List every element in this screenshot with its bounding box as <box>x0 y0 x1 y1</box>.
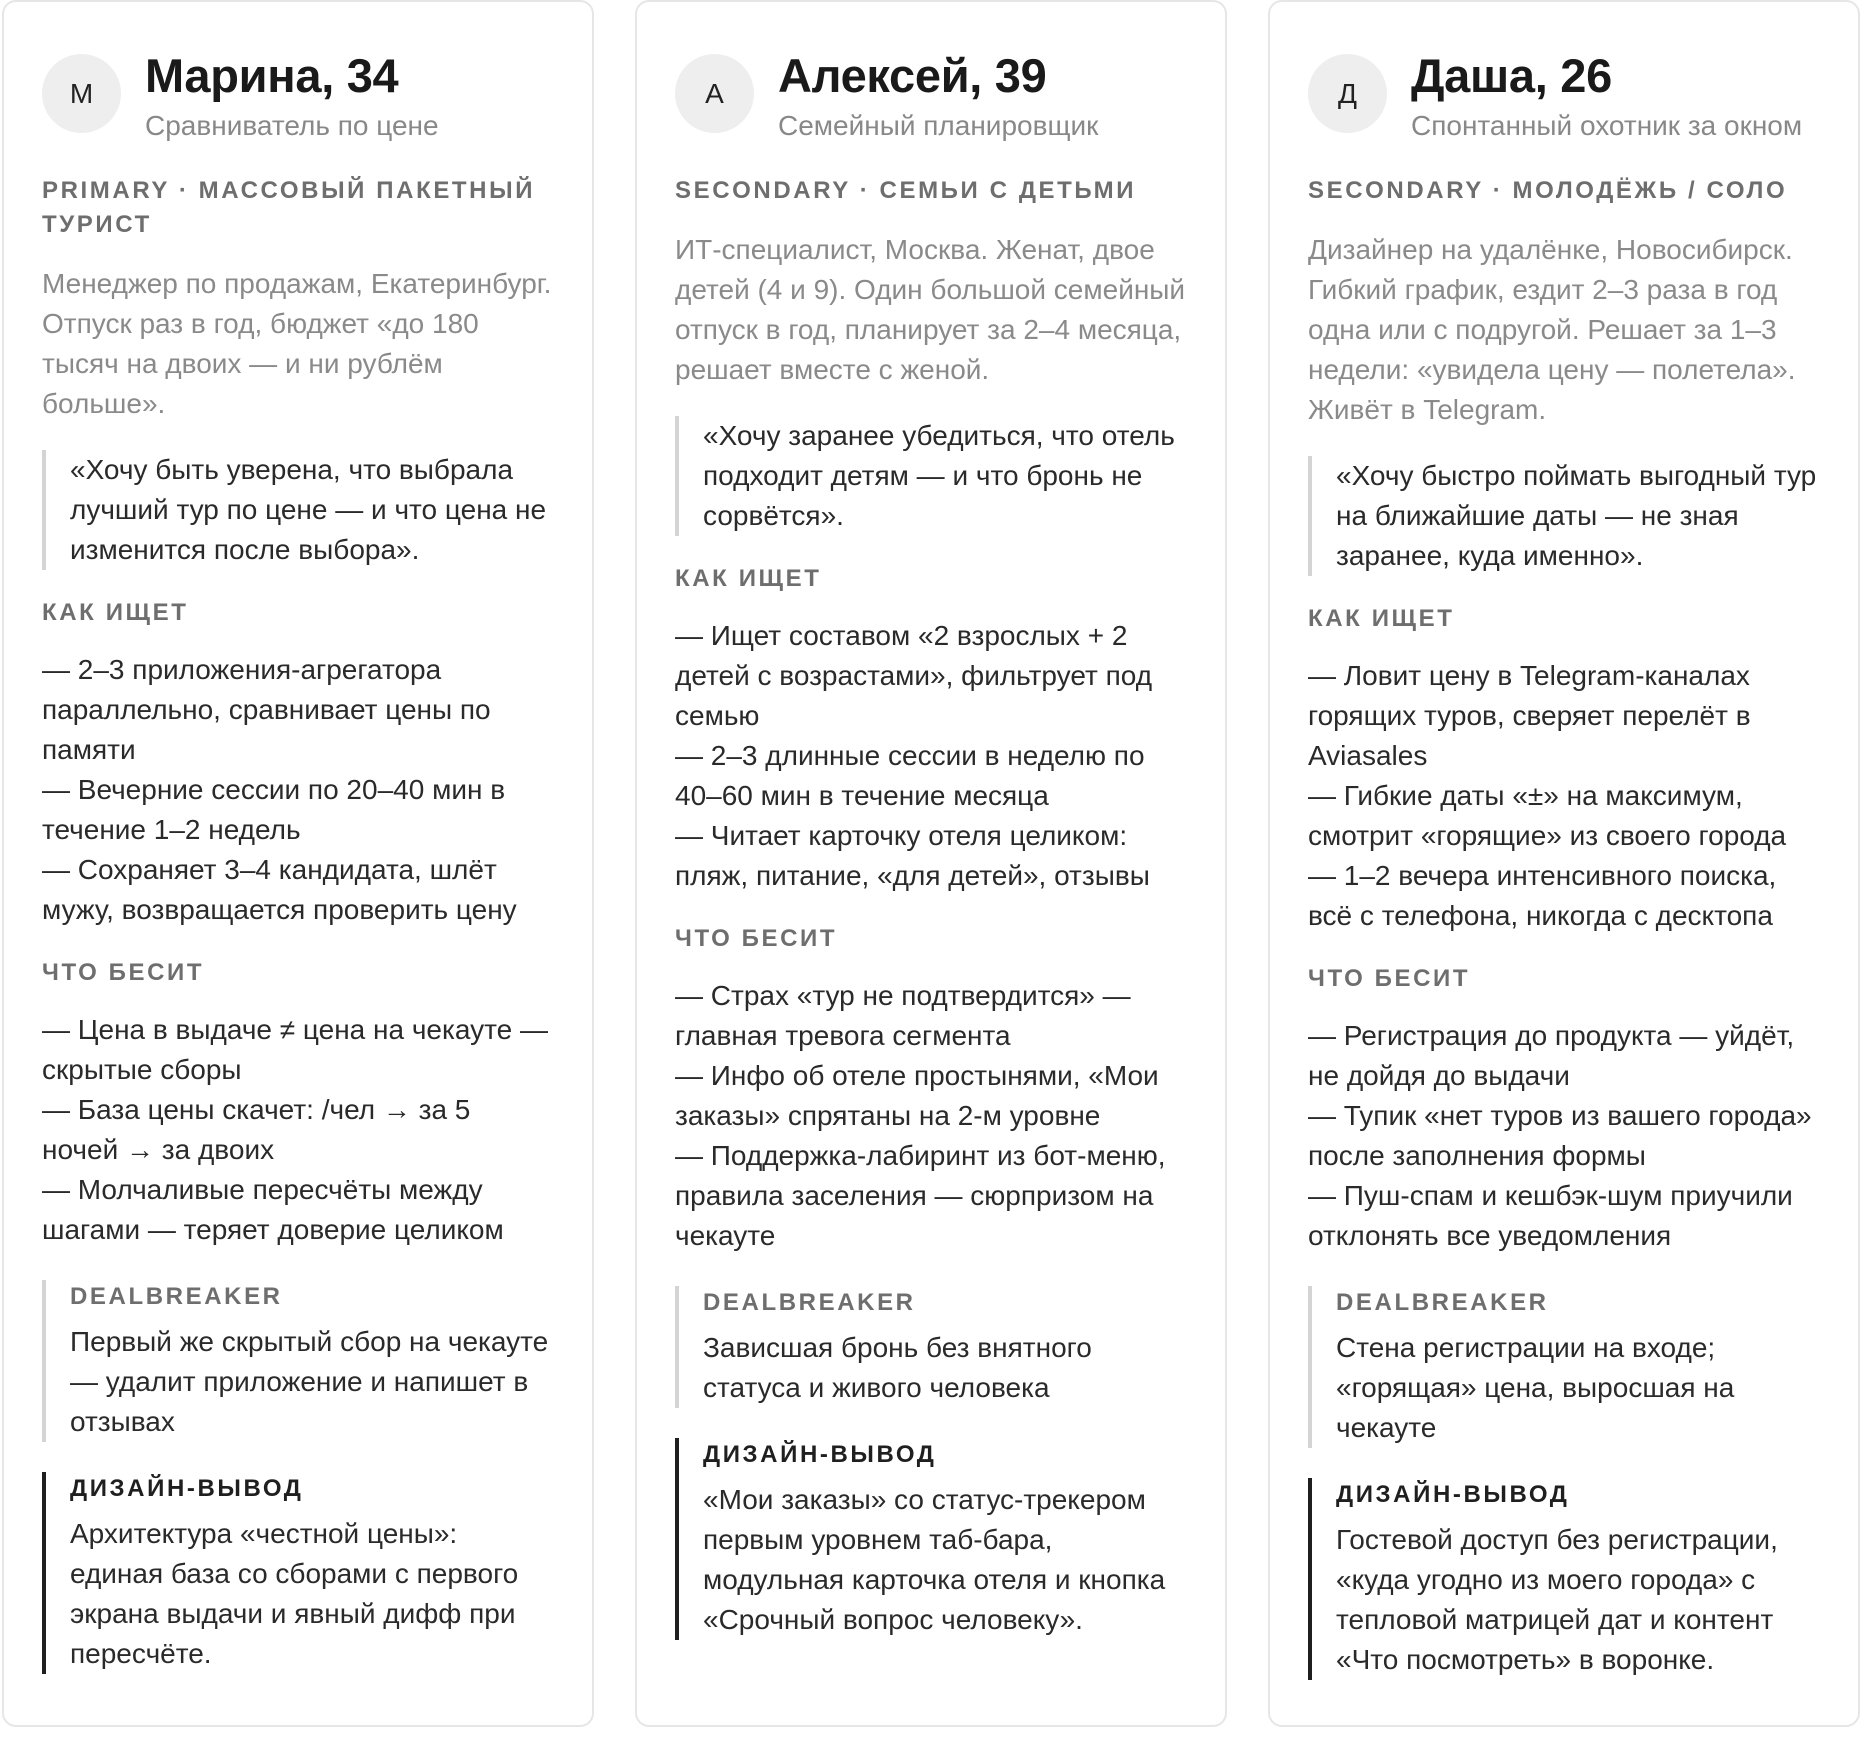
dealbreaker-text: Первый же скрытый сбор на чекауте — удалит приложение и напишет в отзывах <box>70 1326 549 1437</box>
how-list <box>1308 656 1820 936</box>
persona-segment: SECONDARY · МОЛОДЁЖЬ / СОЛО <box>1308 177 1788 204</box>
dealbreaker-box <box>675 1286 1187 1408</box>
persona-bio: Дизайнер на удалёнке, Новосибирск. Гибкий график, ездит 2–3 раза в год одна или с подругой. Решает за 1–3 недели: «увидела цену — полетела». Живёт в Telegram. <box>1308 234 1796 425</box>
persona-header <box>42 48 554 144</box>
design-label: ДИЗАЙН-ВЫВОД <box>70 1475 304 1502</box>
dealbreaker-text: Зависшая бронь без внятного статуса и живого человека <box>703 1332 1092 1403</box>
persona-card-aleksey <box>635 0 1227 1727</box>
persona-subtitle: Семейный планировщик <box>778 110 1099 141</box>
design-conclusion-box <box>675 1438 1187 1640</box>
list-item: — 2–3 длинные сессии в неделю по 40–60 мин в течение месяца <box>675 740 1145 811</box>
dealbreaker-label: DEALBREAKER <box>70 1283 283 1310</box>
how-label: КАК ИЩЕТ <box>42 599 189 626</box>
design-conclusion-box <box>42 1472 554 1674</box>
design-label: ДИЗАЙН-ВЫВОД <box>703 1441 937 1468</box>
persona-card-marina <box>2 0 594 1727</box>
persona-name: Марина, 34 <box>145 49 399 102</box>
pain-label: ЧТО БЕСИТ <box>42 959 205 986</box>
persona-quote: «Хочу быть уверена, что выбрала лучший тур по цене — и что цена не изменится после выбора». <box>42 450 554 570</box>
how-label: КАК ИЩЕТ <box>675 565 822 592</box>
design-text: Архитектура «честной цены»: единая база со сборами с первого экрана выдачи и явный дифф при пересчёте. <box>70 1518 519 1669</box>
persona-bio: ИТ-специалист, Москва. Женат, двое детей (4 и 9). Один большой семейный отпуск в год, планирует за 2–4 месяца, решает вместе с женой. <box>675 234 1186 385</box>
persona-name: Алексей, 39 <box>778 49 1047 102</box>
how-list <box>675 616 1187 896</box>
persona-header-text <box>1411 48 1802 144</box>
dealbreaker-box <box>42 1280 554 1442</box>
list-item: — Инфо об отеле простынями, «Мои заказы» спрятаны на 2-м уровне <box>675 1060 1159 1131</box>
dealbreaker-text: Стена регистрации на входе; «горящая» цена, выросшая на чекауте <box>1336 1332 1735 1443</box>
list-item: — Страх «тур не подтвердится» — главная тревога сегмента <box>675 980 1131 1051</box>
persona-subtitle: Сравниватель по цене <box>145 110 439 141</box>
avatar: Д <box>1308 54 1387 133</box>
list-item: — 2–3 приложения-агрегатора параллельно, сравнивает цены по памяти <box>42 654 491 765</box>
list-item: — Пуш-спам и кешбэк-шум приучили отклонять все уведомления <box>1308 1180 1793 1251</box>
list-item: — Поддержка-лабиринт из бот-меню, правила заселения — сюрпризом на чекауте <box>675 1140 1166 1251</box>
persona-name: Даша, 26 <box>1411 49 1612 102</box>
persona-header-text <box>778 48 1098 144</box>
persona-quote: «Хочу заранее убедиться, что отель подходит детям — и что бронь не сорвётся». <box>675 416 1187 536</box>
how-list <box>42 650 554 930</box>
persona-header-text <box>145 48 439 144</box>
list-item: — Тупик «нет туров из вашего города» после заполнения формы <box>1308 1100 1812 1171</box>
list-item: — Молчаливые пересчёты между шагами — теряет доверие целиком <box>42 1174 504 1245</box>
persona-card-dasha <box>1268 0 1860 1727</box>
pain-label: ЧТО БЕСИТ <box>1308 965 1471 992</box>
persona-segment: PRIMARY · МАССОВЫЙ ПАКЕТНЫЙ ТУРИСТ <box>42 177 536 238</box>
pain-label: ЧТО БЕСИТ <box>675 925 838 952</box>
persona-subtitle: Спонтанный охотник за окном <box>1411 110 1803 141</box>
persona-header <box>675 48 1187 144</box>
avatar: А <box>675 54 754 133</box>
persona-quote: «Хочу быстро поймать выгодный тур на ближайшие даты — не зная заранее, куда именно». <box>1308 456 1820 576</box>
avatar: М <box>42 54 121 133</box>
list-item: — Регистрация до продукта — уйдёт, не дойдя до выдачи <box>1308 1020 1795 1091</box>
persona-segment: SECONDARY · СЕМЬИ С ДЕТЬМИ <box>675 177 1137 204</box>
list-item: — Ловит цену в Telegram-каналах горящих туров, сверяет перелёт в Aviasales <box>1308 660 1751 771</box>
list-item: — Ищет составом «2 взрослых + 2 детей с возрастами», фильтрует под семью <box>675 620 1153 731</box>
dealbreaker-label: DEALBREAKER <box>1336 1289 1549 1316</box>
design-label: ДИЗАЙН-ВЫВОД <box>1336 1481 1570 1508</box>
dealbreaker-label: DEALBREAKER <box>703 1289 916 1316</box>
list-item: — Вечерние сессии по 20–40 мин в течение 1–2 недель <box>42 774 506 845</box>
dealbreaker-box <box>1308 1286 1820 1448</box>
list-item: — Сохраняет 3–4 кандидата, шлёт мужу, возвращается проверить цену <box>42 854 517 925</box>
list-item: — База цены скачет: /чел → за 5 ночей → за двоих <box>42 1094 471 1165</box>
list-item: — Цена в выдаче ≠ цена на чекауте — скрытые сборы <box>42 1014 548 1085</box>
persona-header <box>1308 48 1820 144</box>
design-text: «Мои заказы» со статус-трекером первым уровнем таб-бара, модульная карточка отеля и кнопка «Срочный вопрос человеку». <box>703 1484 1166 1635</box>
list-item: — Гибкие даты «±» на максимум, смотрит «горящие» из своего города <box>1308 780 1787 851</box>
persona-bio: Менеджер по продажам, Екатеринбург. Отпуск раз в год, бюджет «до 180 тысяч на двоих — и ни рублём больше». <box>42 268 552 419</box>
pain-list <box>42 1010 554 1250</box>
design-text: Гостевой доступ без регистрации, «куда угодно из моего города» с тепловой матрицей дат и контент «Что посмотреть» в воронке. <box>1336 1524 1778 1675</box>
how-label: КАК ИЩЕТ <box>1308 605 1455 632</box>
pain-list <box>1308 1016 1820 1256</box>
pain-list <box>675 976 1187 1256</box>
list-item: — 1–2 вечера интенсивного поиска, всё с телефона, никогда с десктопа <box>1308 860 1777 931</box>
list-item: — Читает карточку отеля целиком: пляж, питание, «для детей», отзывы <box>675 820 1150 891</box>
design-conclusion-box <box>1308 1478 1820 1680</box>
